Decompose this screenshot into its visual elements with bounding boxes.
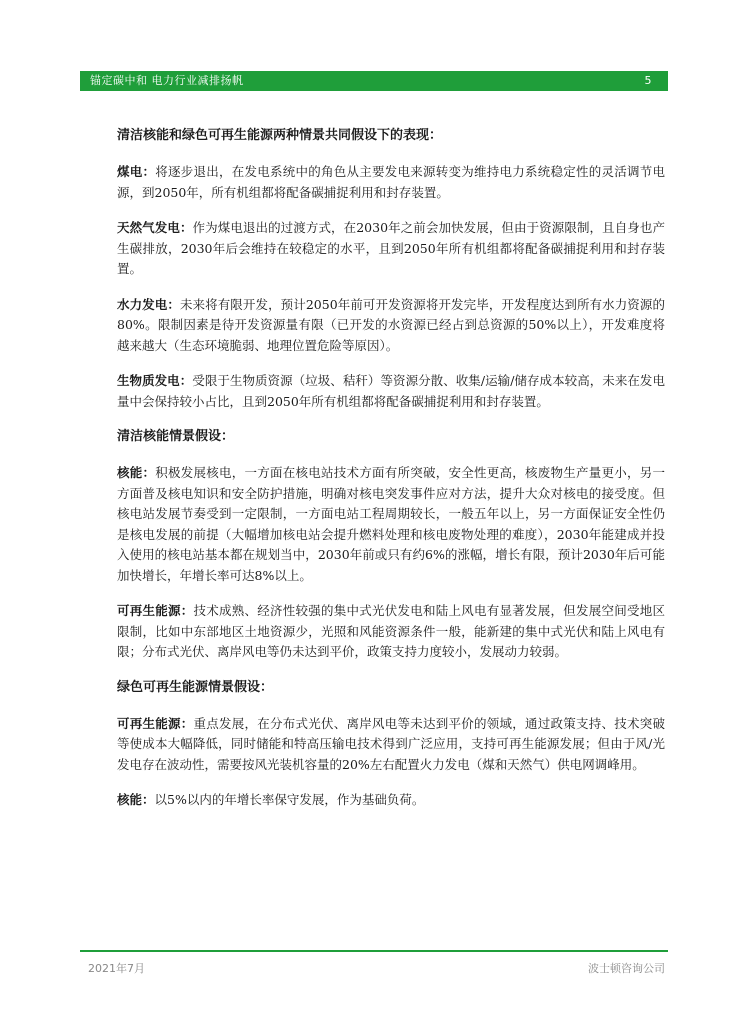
page-content bbox=[117, 126, 665, 826]
paragraph-coal bbox=[117, 162, 665, 203]
paragraph-label: 可再生能源： bbox=[117, 715, 194, 731]
paragraph-green-nuclear bbox=[117, 790, 665, 811]
intro-heading: 清洁核能和绿色可再生能源两种情景共同假设下的表现： bbox=[117, 128, 443, 143]
page-number: 5 bbox=[644, 74, 652, 87]
paragraph-label: 煤电： bbox=[117, 164, 156, 179]
paragraph-text: 技术成熟、经济性较强的集中式光伏发电和陆上风电有显著发展，但发展空间受地区限制，比如中东部地区土地资源少，光照和风能资源条件一般，能新建的集中式光伏和陆上风电有限；分布式光伏、离岸风电等仍未达到平价，政策支持力度较小，发展动力较弱。 bbox=[117, 603, 665, 659]
footer-date: 2021年7月 bbox=[88, 962, 145, 975]
footer-company: 波士顿咨询公司 bbox=[588, 962, 665, 975]
paragraph-biomass bbox=[117, 371, 665, 412]
footer-divider bbox=[80, 950, 668, 952]
paragraph-hydro bbox=[117, 295, 665, 357]
paragraph-label: 天然气发电： bbox=[117, 220, 193, 235]
paragraph-text: 重点发展，在分布式光伏、离岸风电等未达到平价的领域，通过政策支持、技术突破等使成本大幅降低，同时储能和特高压输电技术得到广泛应用，支持可再生能源发展；但由于风/光发电存在波动性，需要按风光装机容量的20%左右配置火力发电（煤和天然气）供电网调峰用。 bbox=[117, 715, 665, 772]
paragraph-text: 积极发展核电，一方面在核电站技术方面有所突破，安全性更高，核废物生产量更小，另一方面普及核电知识和安全防护措施，明确对核电突发事件应对方法，提升大众对核电的接受度。但核电站发展节奏受到一定限制，一方面电站工程周期较长，一般五年以上，另一方面保证安全性仍是核电发展的前提（大幅增加核电站会提升燃料处理和核电废物处理的难度），2030年能建成并投入使用的核电站基本都在规划当中，2030年前或只有约6%的涨幅，增长有限，预计2030年后可能加快增长，年增长率可达8%以上。 bbox=[117, 465, 665, 583]
paragraph-text: 未来将有限开发，预计2050年前可开发资源将开发完毕，开发程度达到所有水力资源的80%。限制因素是待开发资源量有限（已开发的水资源已经占到总资源的50%以上），开发难度将越来越大（生态环境脆弱、地理位置危险等原因）。 bbox=[117, 296, 665, 353]
paragraph-gas bbox=[117, 218, 665, 280]
paragraph-text: 受限于生物质资源（垃圾、秸秆）等资源分散、收集/运输/储存成本较高，未来在发电量中会保持较小占比，且到2050年所有机组都将配备碳捕捉利用和封存装置。 bbox=[117, 373, 665, 409]
paragraph-green-renewables bbox=[117, 714, 665, 776]
paragraph-nuclear-energy bbox=[117, 463, 665, 586]
paragraph-nuclear-renewables bbox=[117, 601, 665, 663]
paragraph-text: 将逐步退出，在发电系统中的角色从主要发电来源转变为维持电力系统稳定性的灵活调节电源，到2050年，所有机组都将配备碳捕捉利用和封存装置。 bbox=[117, 164, 665, 200]
header-bar bbox=[80, 71, 668, 91]
nuclear-scenario-heading: 清洁核能情景假设： bbox=[117, 429, 235, 444]
paragraph-text: 作为煤电退出的过渡方式，在2030年之前会加快发展，但由于资源限制，且自身也产生碳排放，2030年后会维持在较稳定的水平，且到2050年所有机组都将配备碳捕捉利用和封存装置。 bbox=[117, 220, 665, 276]
paragraph-text: 以5%以内的年增长率保守发展，作为基础负荷。 bbox=[154, 792, 425, 807]
paragraph-label: 核能： bbox=[117, 465, 156, 480]
header-title: 锚定碳中和 电力行业减排扬帆 bbox=[90, 74, 244, 87]
paragraph-label: 可再生能源： bbox=[117, 603, 194, 618]
paragraph-label: 生物质发电： bbox=[117, 373, 193, 388]
paragraph-label: 核能： bbox=[117, 792, 155, 807]
green-scenario-heading: 绿色可再生能源情景假设： bbox=[117, 679, 274, 695]
paragraph-label: 水力发电： bbox=[117, 296, 180, 312]
